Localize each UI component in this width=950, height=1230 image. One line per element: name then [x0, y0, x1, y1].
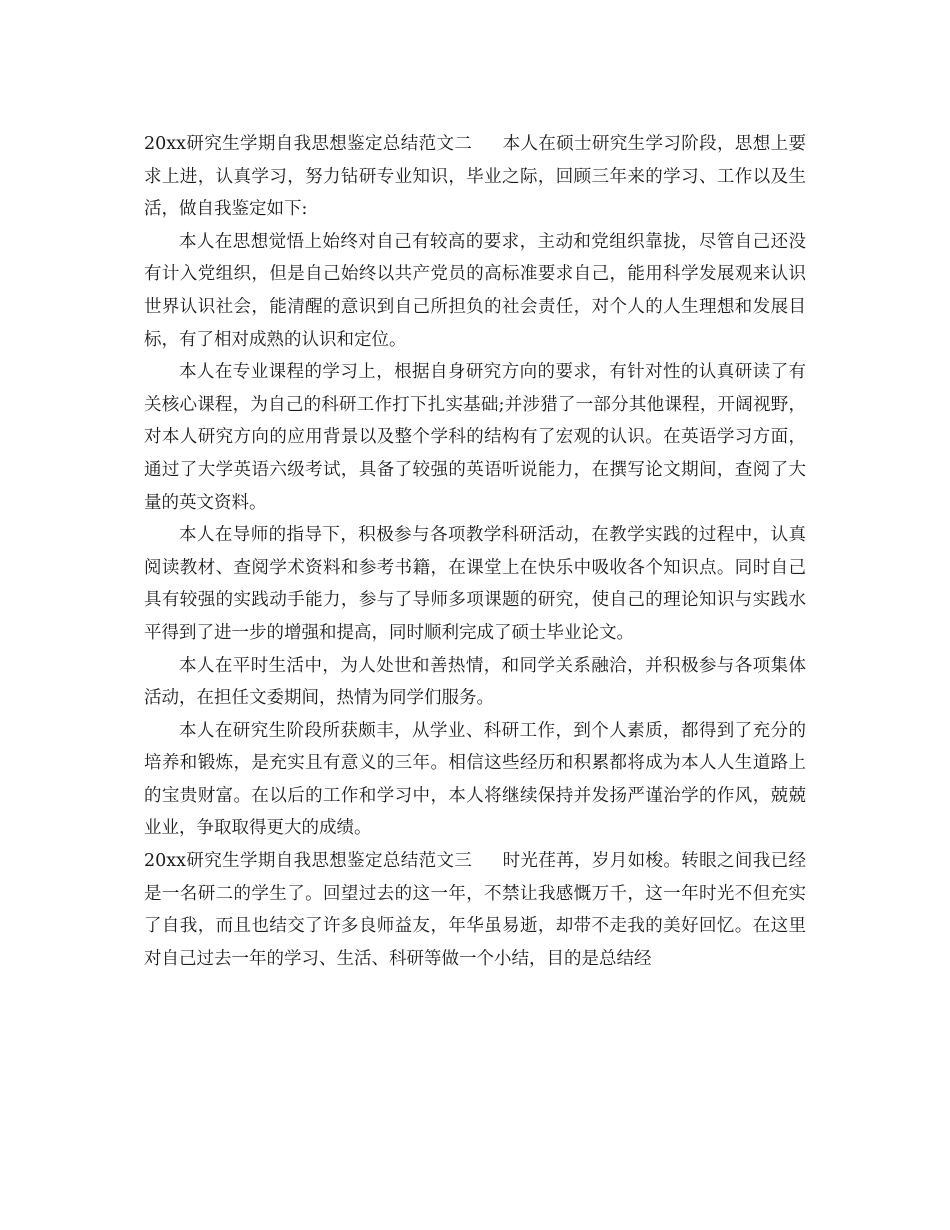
section2-paragraph-2: 本人在专业课程的学习上，根据自身研究方向的要求，有针对性的认真研读了有关核心课程，为自己的科研工作打下扎实基础;并涉猎了一部分其他课程，开阔视野，对本人研究方向的应用背景以及整个学科的结构有了宏观的认识。在英语学习方面，通过了大学英语六级考试，具备了较强的英语听说能力，在撰写论文期间，查阅了大量的英文资料。: [144, 362, 806, 513]
section2-intro: 本人在硕士研究生学习阶段，思想上要求上进，认真学习，努力钻研专业知识，毕业之际，回顾三年来的学习、工作以及生活，做自我鉴定如下:: [144, 134, 806, 220]
document-body: [144, 128, 806, 975]
section2-paragraph-1: 本人在思想觉悟上始终对自己有较高的要求，主动和党组织靠拢，尽管自己还没有计入党组织，但是自己始终以共产党员的高标准要求自己，能用科学发展观来认识世界认识社会，能清醒的意识到自己所担负的社会责任，对个人的人生理想和发展目标，有了相对成熟的认识和定位。: [144, 231, 806, 350]
section3-first-paragraph: [144, 845, 806, 975]
section2-paragraph-4: 本人在平时生活中，为人处世和善热情，和同学关系融洽，并积极参与各项集体活动，在担任文委期间，热情为同学们服务。: [144, 655, 806, 709]
section3-heading: 20xx研究生学期自我思想鉴定总结范文三: [144, 851, 473, 872]
section2-paragraph-3: 本人在导师的指导下，积极参与各项教学科研活动，在教学实践的过程中，认真阅读教材、查阅学术资料和参考书籍，在课堂上在快乐中吸收各个知识点。同时自己具有较强的实践动手能力，参与了导师多项课题的研究，使自己的理论知识与实践水平得到了进一步的增强和提高，同时顺利完成了硕士毕业论文。: [144, 525, 806, 643]
section2-heading: 20xx研究生学期自我思想鉴定总结范文二: [144, 134, 473, 154]
section2-paragraph-5: 本人在研究生阶段所获颇丰，从学业、科研工作，到个人素质，都得到了充分的培养和锻炼，是充实且有意义的三年。相信这些经历和积累都将成为本人人生道路上的宝贵财富。在以后的工作和学习中，本人将继续保持并发扬严谨治学的作风，兢兢业业，争取取得更大的成绩。: [144, 720, 806, 839]
section3-intro: 时光荏苒，岁月如梭。转眼之间我已经是一名研二的学生了。回望过去的这一年，不禁让我感慨万千，这一年时光不但充实了自我，而且也结交了许多良师益友，年华虽易逝，却带不走我的美好回忆。在这里对自己过去一年的学习、生活、科研等做一个小结，目的是总结经: [144, 851, 806, 969]
section2-first-paragraph: [144, 128, 806, 226]
